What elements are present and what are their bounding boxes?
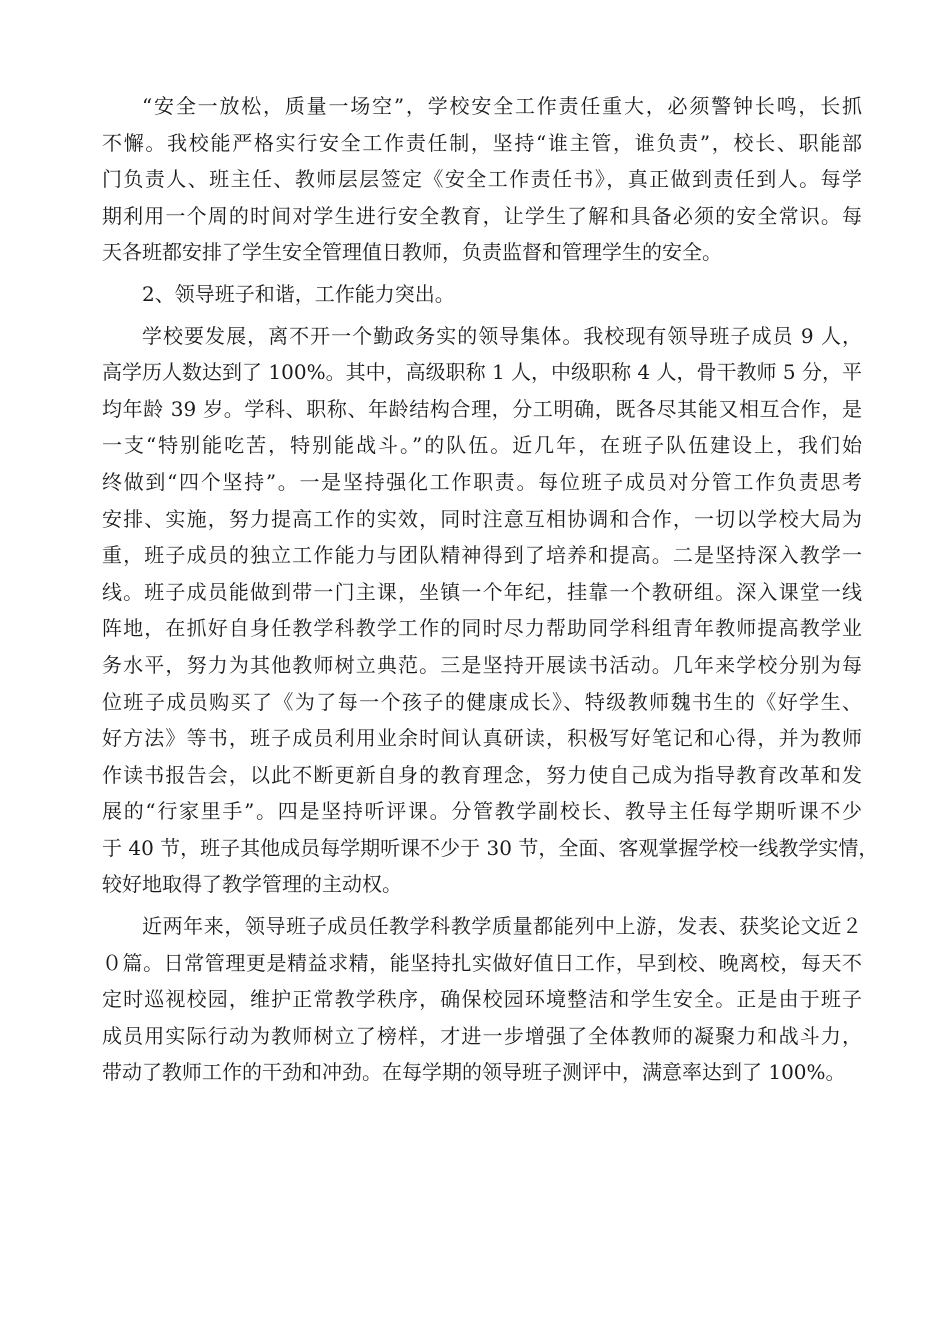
- text-line: 务水平，努力为其他教师树立典范。三是坚持开展读书活动。几年来学校分别为每: [102, 652, 862, 677]
- document-body: [102, 88, 879, 1091]
- text-line: 阵地，在抓好自身任教学科教学工作的同时尽力帮助同学科组青年教师提高教学业: [102, 616, 862, 641]
- paragraph-safety: [102, 88, 862, 271]
- text-line: 近两年来，领导班子成员任教学科教学质量都能列中上游，发表、获奖论文近２: [142, 914, 862, 939]
- text-line: 位班子成员购买了《为了每一个孩子的健康成长》、特级教师魏书生的《好学生、: [102, 689, 862, 714]
- section-heading: [102, 276, 862, 313]
- text-line: 终做到“四个坚持”。一是坚持强化工作职责。每位班子成员对分管工作负责思考: [102, 469, 862, 494]
- text-line: 期利用一个周的时间对学生进行安全教育，让学生了解和具备必须的安全常识。每: [102, 203, 862, 228]
- paragraph-achievements: [102, 908, 862, 1091]
- text-line: 较好地取得了教学管理的主动权。: [102, 872, 402, 897]
- text-line: 重，班子成员的独立工作能力与团队精神得到了培养和提高。二是坚持深入教学一: [102, 543, 862, 568]
- text-line: 安排、实施，努力提高工作的实效，同时注意互相协调和合作，一切以学校大局为: [102, 506, 862, 531]
- text-line: 一支“特别能吃苦，特别能战斗。”的队伍。近几年，在班子队伍建设上，我们始: [102, 433, 862, 458]
- text-line: 学校要发展，离不开一个勤政务实的领导集体。我校现有领导班子成员 9 人，: [142, 323, 862, 348]
- text-line: “安全一放松，质量一场空”，学校安全工作责任重大，必须警钟长鸣，长抓: [142, 94, 862, 118]
- text-line: 天各班都安排了学生安全管理值日教师，负责监督和管理学生的安全。: [102, 240, 722, 265]
- text-line: 门负责人、班主任、教师层层签定《安全工作责任书》，真正做到责任到人。每学: [102, 167, 862, 192]
- text-line: 展的“行家里手”。四是坚持听评课。分管教学副校长、教导主任每学期听课不少: [102, 799, 862, 824]
- text-line: 作读书报告会，以此不断更新自身的教育理念，努力使自己成为指导教育改革和发: [102, 762, 862, 787]
- text-line: 好方法》等书，班子成员利用业余时间认真研读，积极写好笔记和心得，并为教师: [102, 726, 862, 751]
- section-heading-text: 2、领导班子和谐，工作能力突出。: [142, 281, 455, 306]
- text-line: 线。班子成员能做到带一门主课，坐镇一个年纪，挂靠一个教研组。深入课堂一线: [102, 579, 862, 604]
- text-line: 成员用实际行动为教师树立了榜样，才进一步增强了全体教师的凝聚力和战斗力，: [102, 1023, 862, 1048]
- text-line: 不懈。我校能严格实行安全工作责任制，坚持“谁主管，谁负责”，校长、职能部: [102, 130, 862, 155]
- text-line: 于 40 节，班子其他成员每学期听课不少于 30 节，全面、客观掌握学校一线教学实情，: [102, 835, 879, 860]
- text-line: 高学历人数达到了 100%。其中，高级职称 1 人，中级职称 4 人，骨干教师 5 分，平: [102, 360, 862, 385]
- paragraph-leadership: [102, 318, 879, 904]
- text-line: ０篇。日常管理更是精益求精，能坚持扎实做好值日工作，早到校、晚离校，每天不: [102, 950, 862, 975]
- text-line: 带动了教师工作的干劲和冲劲。在每学期的领导班子测评中，满意率达到了 100%。: [102, 1060, 846, 1085]
- text-line: 定时巡视校园，维护正常教学秩序，确保校园环境整洁和学生安全。正是由于班子: [102, 987, 862, 1012]
- text-line: 均年龄 39 岁。学科、职称、年龄结构合理，分工明确，既各尽其能又相互合作，是: [102, 396, 862, 421]
